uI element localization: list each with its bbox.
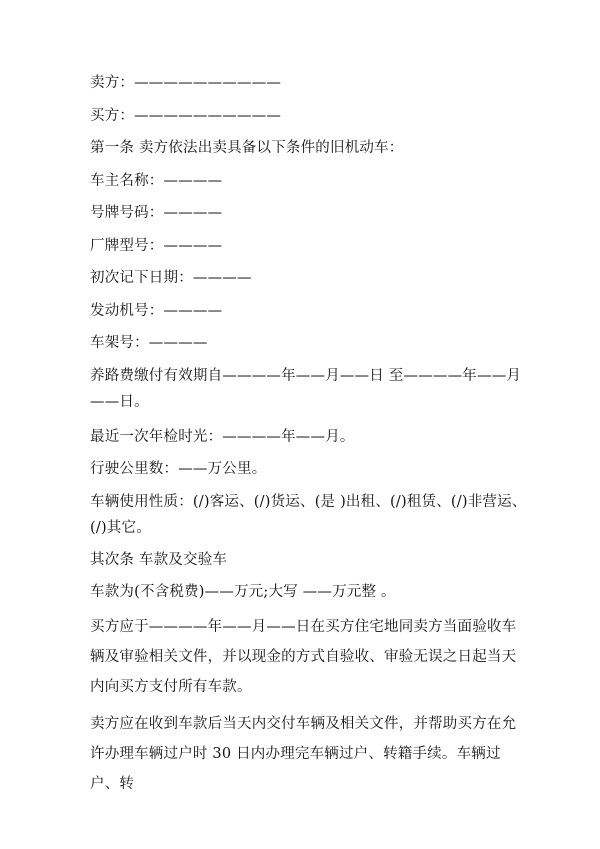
usage-line-2: (/)其它。 bbox=[90, 519, 151, 536]
buyer-line: 买方：—————————— bbox=[90, 107, 282, 124]
road-fee-line-2: ——日。 bbox=[90, 393, 149, 410]
mileage-line: 行驶公里数：——万公里。 bbox=[90, 461, 267, 477]
price-line: 车款为(不含税费)——万元;大写 ——万元整 。 bbox=[90, 584, 396, 600]
road-fee-line-1: 养路费缴付有效期自————年——月——日 至————年——月 bbox=[90, 367, 522, 384]
contract-page bbox=[90, 72, 527, 799]
owner-name-line: 车主名称：———— bbox=[90, 172, 223, 189]
plate-number-line: 号牌号码：———— bbox=[90, 205, 223, 221]
payment-paragraph: 买方应于————年——月——日在买方住宅地同卖方当面验收车辆及审验相关文件，并以现金的方式自验收、审验无误之日起当天内向买方支付所有车款。 bbox=[90, 619, 517, 695]
engine-number-line: 发动机号：———— bbox=[90, 302, 223, 319]
article-1-title: 第一条 卖方依法出卖具备以下条件的旧机动车： bbox=[90, 140, 404, 156]
last-inspection-line: 最近一次年检时光：————年——月。 bbox=[90, 428, 355, 445]
delivery-paragraph: 卖方应在收到车款后当天内交付车辆及相关文件，并帮助买方在允许办理车辆过户时 30 日内办理完车辆过户、转籍手续。车辆过户、转 bbox=[90, 716, 517, 792]
first-registration-line: 初次记下日期：———— bbox=[90, 270, 252, 286]
brand-model-line: 厂牌型号：———— bbox=[90, 237, 223, 254]
usage-line-1: 车辆使用性质：(/)客运、(/)货运、(是 )出租、(/)租赁、(/)非营运、 bbox=[90, 493, 527, 510]
vin-line: 车架号：———— bbox=[90, 335, 208, 351]
seller-line: 卖方：—————————— bbox=[90, 75, 282, 91]
article-2-title: 其次条 车款及交验车 bbox=[90, 551, 228, 568]
